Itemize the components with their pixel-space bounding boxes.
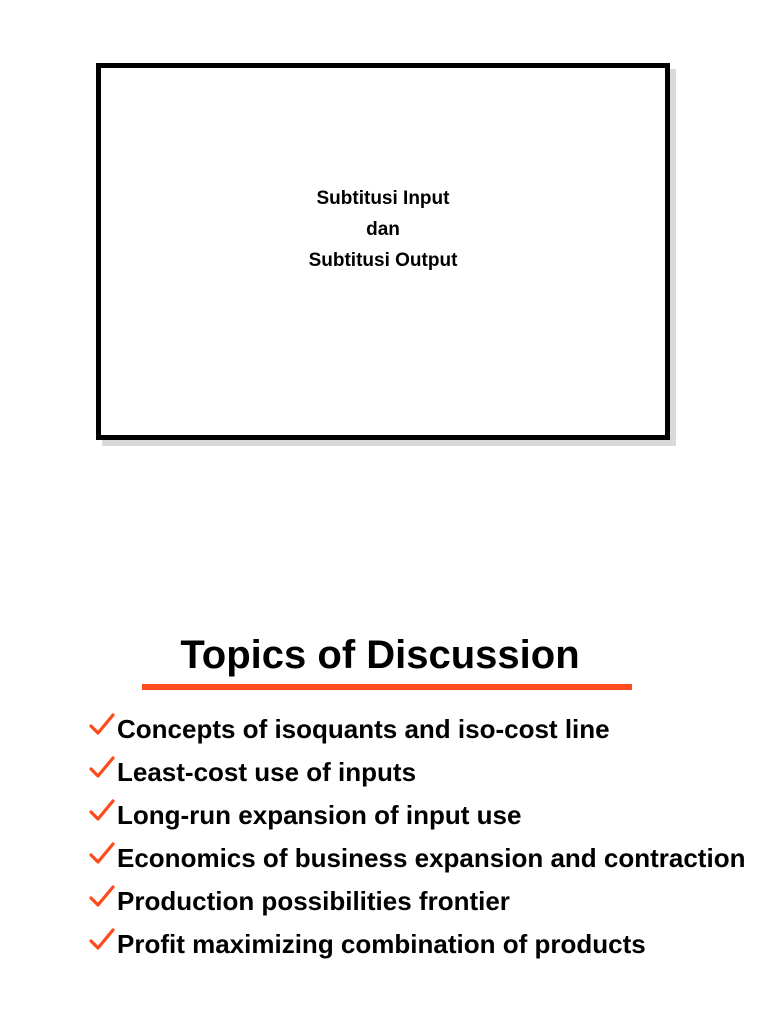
title-slide <box>96 63 670 440</box>
checkmark-icon <box>88 883 116 911</box>
title-line-3: Subtitusi Output <box>308 250 458 271</box>
topic-text: Concepts of isoquants and iso-cost line <box>117 714 610 744</box>
list-item <box>88 925 758 963</box>
list-item <box>88 796 758 834</box>
topics-list <box>88 710 758 968</box>
list-item <box>88 839 758 877</box>
checkmark-icon <box>88 926 116 954</box>
title-line-2: dan <box>366 219 400 240</box>
checkmark-icon <box>88 711 116 739</box>
topic-text: Economics of business expansion and contraction <box>117 843 746 873</box>
topic-text: Least-cost use of inputs <box>117 757 417 787</box>
checkmark-icon <box>88 754 116 782</box>
topic-text: Production possibilities frontier <box>117 886 510 916</box>
title-line-1: Subtitusi Input <box>316 188 450 209</box>
list-item <box>88 753 758 791</box>
topic-text: Profit maximizing combination of products <box>117 929 646 959</box>
heading-underline <box>142 684 632 690</box>
topic-text: Long-run expansion of input use <box>117 800 522 830</box>
checkmark-icon <box>88 797 116 825</box>
slide-title <box>309 183 458 276</box>
list-item <box>88 882 758 920</box>
checkmark-icon <box>88 840 116 868</box>
list-item <box>88 710 758 748</box>
topics-heading: Topics of Discussion <box>180 633 580 677</box>
